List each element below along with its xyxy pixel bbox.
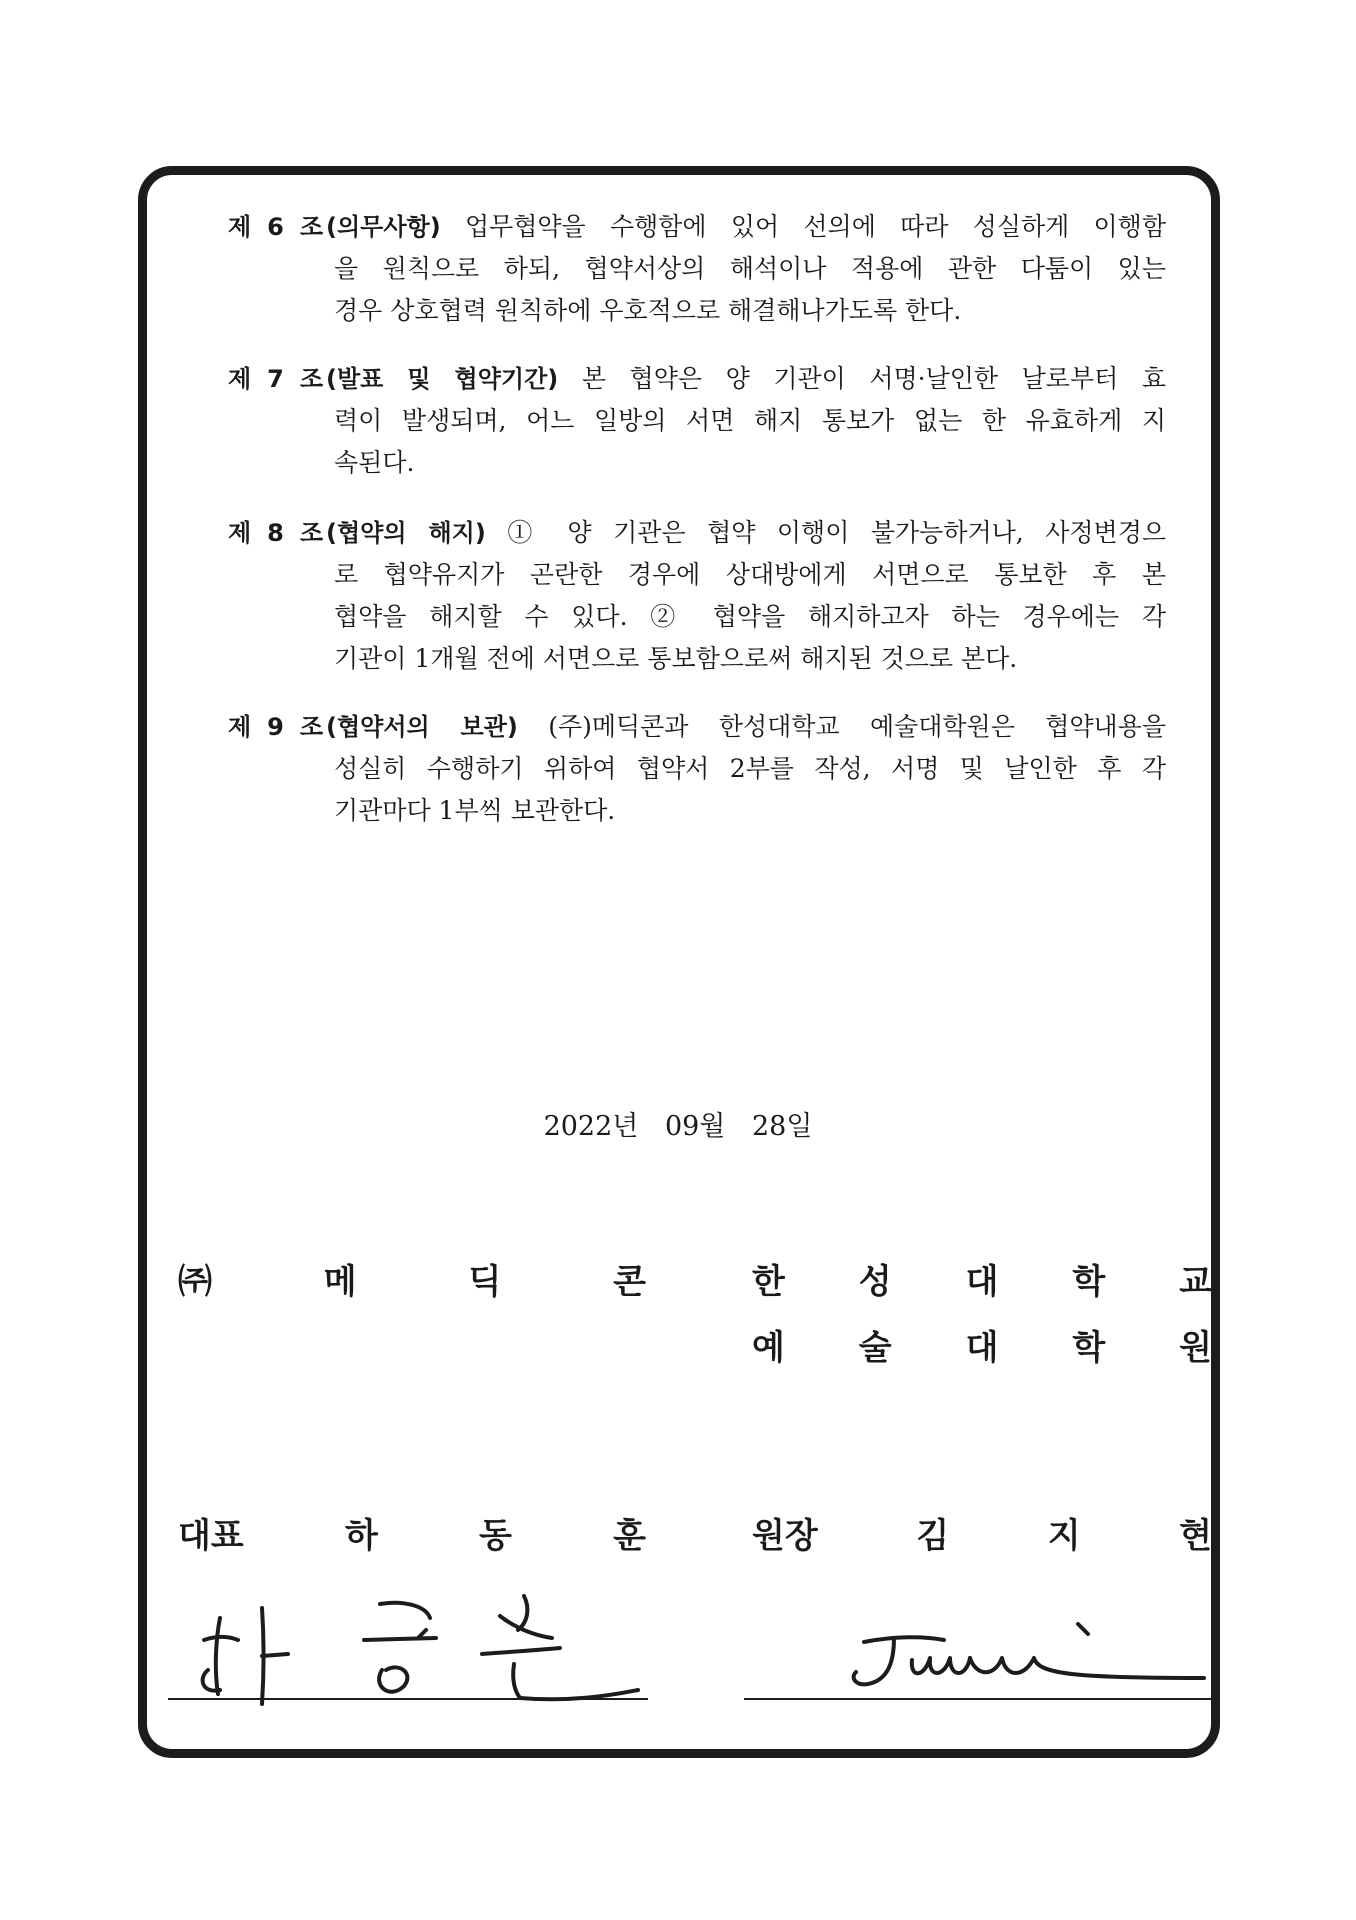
party-left-rep-char: 하 [344,1516,378,1556]
article-first-line [228,358,1166,400]
article-7 [228,358,1166,484]
party-right-rep-char: 김 [916,1516,950,1556]
article-first-line [228,206,1166,248]
article-title: (발표 및 협약기간) [326,365,559,393]
article-text: 업무협약을 수행함에 있어 선의에 따라 성실하게 이행함 [464,212,1166,241]
article-text-line: 로 협약유지가 곤란한 경우에 상대방에게 서면으로 통보한 후 본 [334,560,1166,589]
party-right-org-char: 원 [1179,1328,1212,1368]
article-text-line: 속된다. [334,448,415,477]
article-number: 제 6 조 [228,213,326,241]
article-text-line: 기관이 1개월 전에 서면으로 통보함으로써 해지된 것으로 본다. [334,644,1018,673]
article-title: (협약의 해지) [326,519,486,547]
party-left-org-char: ㈜ [178,1262,212,1302]
party-right-org-char: 대 [965,1328,999,1368]
article-text-line: 을 원칙으로 하되, 협약서상의 해석이나 적용에 관한 다툼이 있는 [334,254,1166,283]
party-right-rep-char: 지 [1047,1516,1081,1556]
party-right-org-line1 [752,1262,1212,1302]
article-text-line: 성실히 수행하기 위하여 협약서 2부를 작성, 서명 및 날인한 후 각 [334,754,1166,783]
article-first-line [228,706,1166,748]
party-right-rep-title: 원장 [752,1516,818,1556]
article-9 [228,706,1166,832]
article-number: 제 8 조 [228,519,326,547]
article-number: 제 9 조 [228,713,326,741]
party-left-rep-char: 훈 [613,1516,646,1556]
party-right-org-char: 술 [858,1328,892,1368]
article-text: (주)메딕콘과 한성대학교 예술대학원은 협약내용을 [548,712,1166,741]
party-right-org-char: 학 [1072,1328,1106,1368]
signature-line-left [168,1698,648,1700]
article-6 [228,206,1166,332]
party-right-org-char: 학 [1072,1262,1106,1302]
party-left-rep-title: 대표 [178,1516,244,1556]
article-text: ① 양 기관은 협약 이행이 불가능하거나, 사정변경으 [507,518,1166,547]
article-8 [228,512,1166,680]
article-text-line: 협약을 해지할 수 있다. ② 협약을 해지하고자 하는 경우에는 각 [334,602,1166,631]
article-text: 본 협약은 양 기관이 서명·날인한 날로부터 효 [581,364,1166,393]
article-first-line [228,512,1166,554]
party-right-org-char: 성 [858,1262,892,1302]
party-left-rep-char: 동 [479,1516,512,1556]
party-left-org-char: 딕 [468,1262,502,1302]
party-left-org-char: 콘 [613,1262,646,1302]
article-text-line: 력이 발생되며, 어느 일방의 서면 해지 통보가 없는 한 유효하게 지 [334,406,1166,435]
article-text-line: 기관마다 1부씩 보관한다. [334,796,616,825]
party-left-org [178,1262,646,1302]
party-right-org-line2 [752,1328,1212,1368]
signature-right [744,1592,1214,1712]
party-right-org-char: 대 [965,1262,999,1302]
party-right-org-char: 한 [752,1262,785,1302]
party-right-org-char: 예 [752,1328,785,1368]
party-right-rep-char: 현 [1179,1516,1212,1556]
agreement-date: 2022년 09월 28일 [543,1111,813,1142]
party-left-org-char: 메 [323,1262,357,1302]
party-right-org-char: 교 [1179,1262,1212,1302]
party-right-representative [752,1516,1212,1556]
article-title: (의무사항) [326,213,441,241]
article-title: (협약서의 보관) [326,713,518,741]
article-number: 제 7 조 [228,365,326,393]
article-text-line: 경우 상호협력 원칙하에 우호적으로 해결해나가도록 한다. [334,296,962,325]
signature-left [168,1578,658,1718]
signature-line-right [744,1698,1214,1700]
party-left-representative [178,1516,646,1556]
